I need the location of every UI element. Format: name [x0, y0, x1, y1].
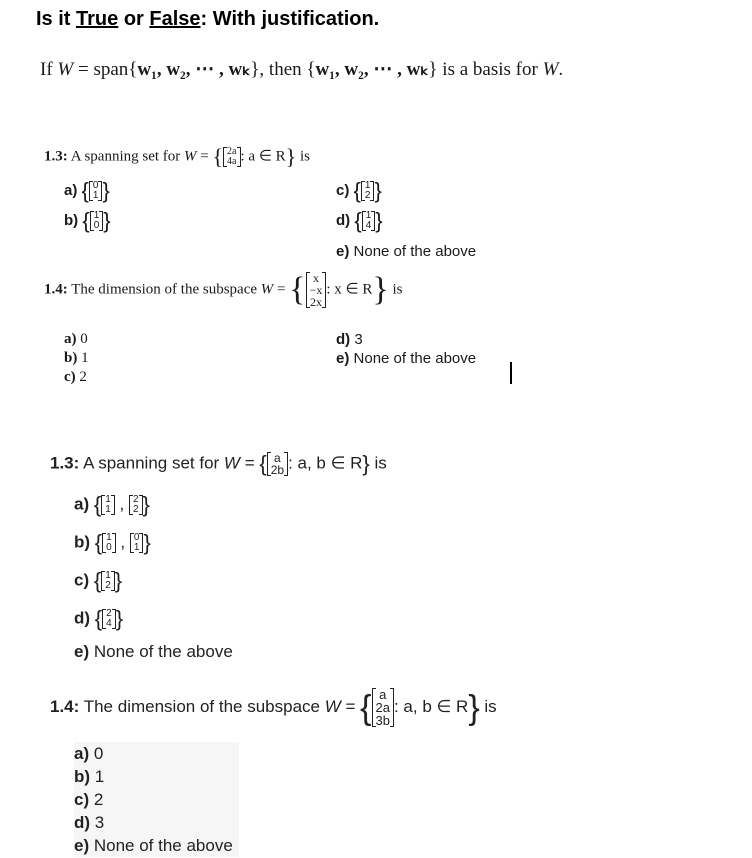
- b2-q14-options: [74, 742, 239, 857]
- b1-q14-option-b[interactable]: b) 1: [64, 350, 89, 366]
- b2-q14-option-e[interactable]: e) None of the above: [74, 836, 233, 855]
- b1-q14-options-right: [336, 330, 476, 368]
- b1-q13-option-e[interactable]: e) None of the above: [336, 243, 477, 260]
- b1-q14-option-e[interactable]: e) None of the above: [336, 350, 477, 367]
- b1-q14-prompt: 1.4: The dimension of the subspace W = { x −x 2x : x ∈ R} is: [44, 271, 403, 309]
- b2-q14-option-b[interactable]: b) 1: [74, 767, 105, 786]
- b2-q14-prompt: 1.4: The dimension of the subspace W = { a 2a 3b : a, b ∈ R} is: [50, 687, 497, 728]
- b1-q13-prompt: 1.3: A spanning set for W = { 2a 4a : a ∈ R} is: [44, 144, 310, 169]
- b2-q13-prompt: 1.3: A spanning set for W = { a 2b : a, b ∈ R} is: [50, 451, 387, 477]
- b2-q13-option-a[interactable]: a) { 1 1 , 2 2 }: [74, 492, 150, 517]
- text-cursor: [510, 362, 512, 384]
- b2-q14-option-d[interactable]: d) 3: [74, 813, 105, 832]
- true-word: True: [76, 8, 119, 30]
- b1-q14-option-a[interactable]: a) 0: [64, 331, 88, 347]
- b2-q13-option-c[interactable]: c) { 1 2 }: [74, 568, 123, 593]
- b1-q13-option-a[interactable]: a) { 0 1 }: [64, 178, 110, 203]
- b1-q14-option-d[interactable]: d) 3: [336, 331, 363, 348]
- false-word: False: [149, 8, 201, 30]
- b2-q13-option-e[interactable]: e) None of the above: [74, 642, 233, 661]
- b1-q14-option-c[interactable]: c) 2: [64, 369, 87, 385]
- statement: If W = span{w₁, w₂, ⋯ , wₖ}, then {w₁, w₂, ⋯ , wₖ} is a basis for W.: [40, 59, 564, 80]
- b2-q13-option-d[interactable]: d) { 2 4 }: [74, 606, 124, 631]
- b2-q13-option-b[interactable]: b) { 1 0 , 0 1 }: [74, 530, 151, 555]
- b1-q13-option-c[interactable]: c) { 1 2 }: [336, 178, 382, 203]
- b2-q14-option-c[interactable]: c) 2: [74, 790, 104, 809]
- b1-q13-option-b[interactable]: b) { 1 0 }: [64, 208, 111, 233]
- b1-q14-options-left: [64, 330, 89, 387]
- page-heading: Is it True or False: With justification.: [36, 8, 380, 30]
- b2-q14-option-a[interactable]: a) 0: [74, 744, 104, 763]
- b1-q13-option-d[interactable]: d) { 1 4 }: [336, 208, 383, 233]
